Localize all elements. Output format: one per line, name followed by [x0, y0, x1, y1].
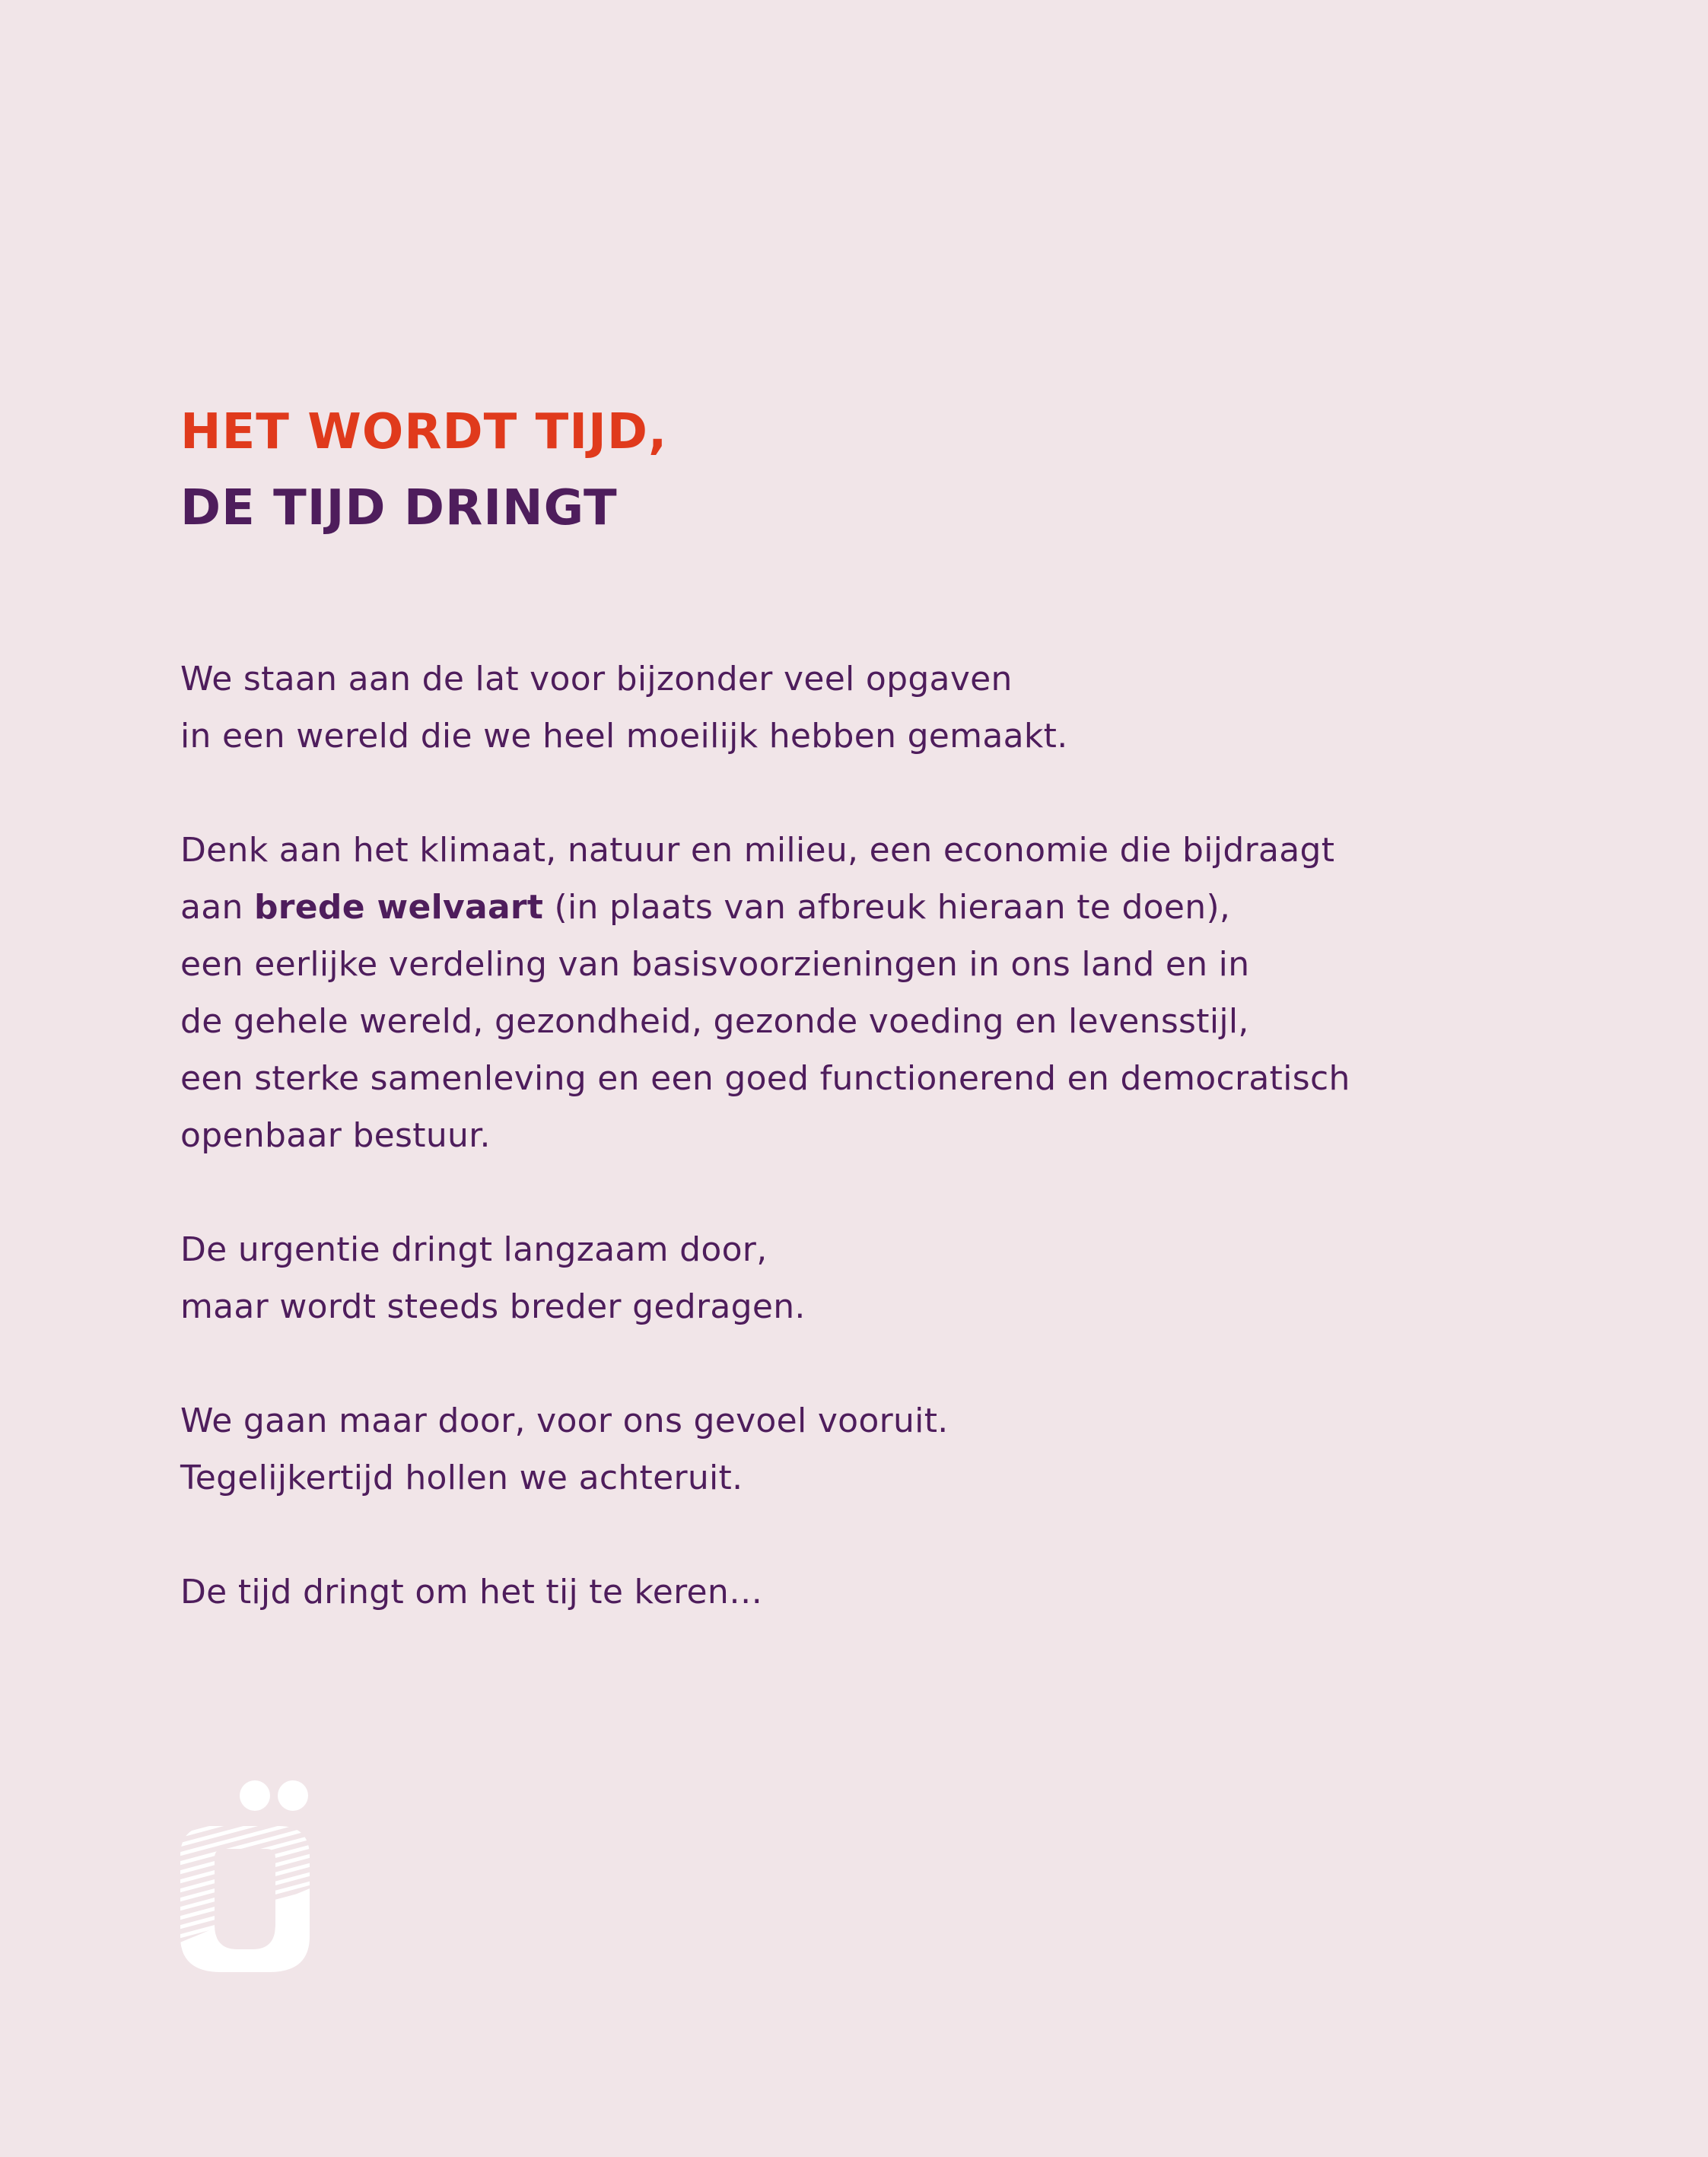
title-line-2: DE TIJD DRINGT: [180, 480, 618, 536]
text-fragment: (in plaats van afbreuk hieraan te doen),: [543, 888, 1231, 927]
text-fragment: aan: [180, 888, 254, 927]
paragraph-3: [180, 1221, 1550, 1335]
paragraph-1: [180, 651, 1550, 765]
paragraph-2: [180, 822, 1550, 1164]
text-line: een sterke samenleving en een goed functionerend en democratisch: [180, 1059, 1350, 1098]
text-line: Tegelijkertijd hollen we achteruit.: [180, 1459, 743, 1497]
text-line: een eerlijke verdeling van basisvoorzieningen in ons land en in: [180, 945, 1250, 984]
text-line: We staan aan de lat voor bijzonder veel opgaven: [180, 660, 1013, 698]
text-line: maar wordt steeds breder gedragen.: [180, 1287, 806, 1326]
emphasis-brede-welvaart: brede welvaart: [254, 888, 544, 927]
paragraph-4: [180, 1392, 1550, 1506]
page-title: [180, 394, 667, 546]
text-line: openbaar bestuur.: [180, 1116, 491, 1155]
text-line-with-emphasis: [180, 879, 1550, 936]
text-line: in een wereld die we heel moeilijk hebben gemaakt.: [180, 717, 1068, 756]
title-line-1: HET WORDT TIJD,: [180, 404, 668, 460]
text-line: de gehele wereld, gezondheid, gezonde voeding en levensstijl,: [180, 1002, 1249, 1041]
text-line: De urgentie dringt langzaam door,: [180, 1230, 768, 1269]
o-umlaut-logo-icon: [177, 1773, 313, 1978]
body-text: [180, 651, 1550, 1678]
paragraph-5: [180, 1564, 1550, 1621]
text-line: We gaan maar door, voor ons gevoel vooruit.: [180, 1401, 949, 1440]
text-line: Denk aan het klimaat, natuur en milieu, een economie die bijdraagt: [180, 831, 1335, 870]
text-line: De tijd dringt om het tij te keren…: [180, 1573, 763, 1611]
